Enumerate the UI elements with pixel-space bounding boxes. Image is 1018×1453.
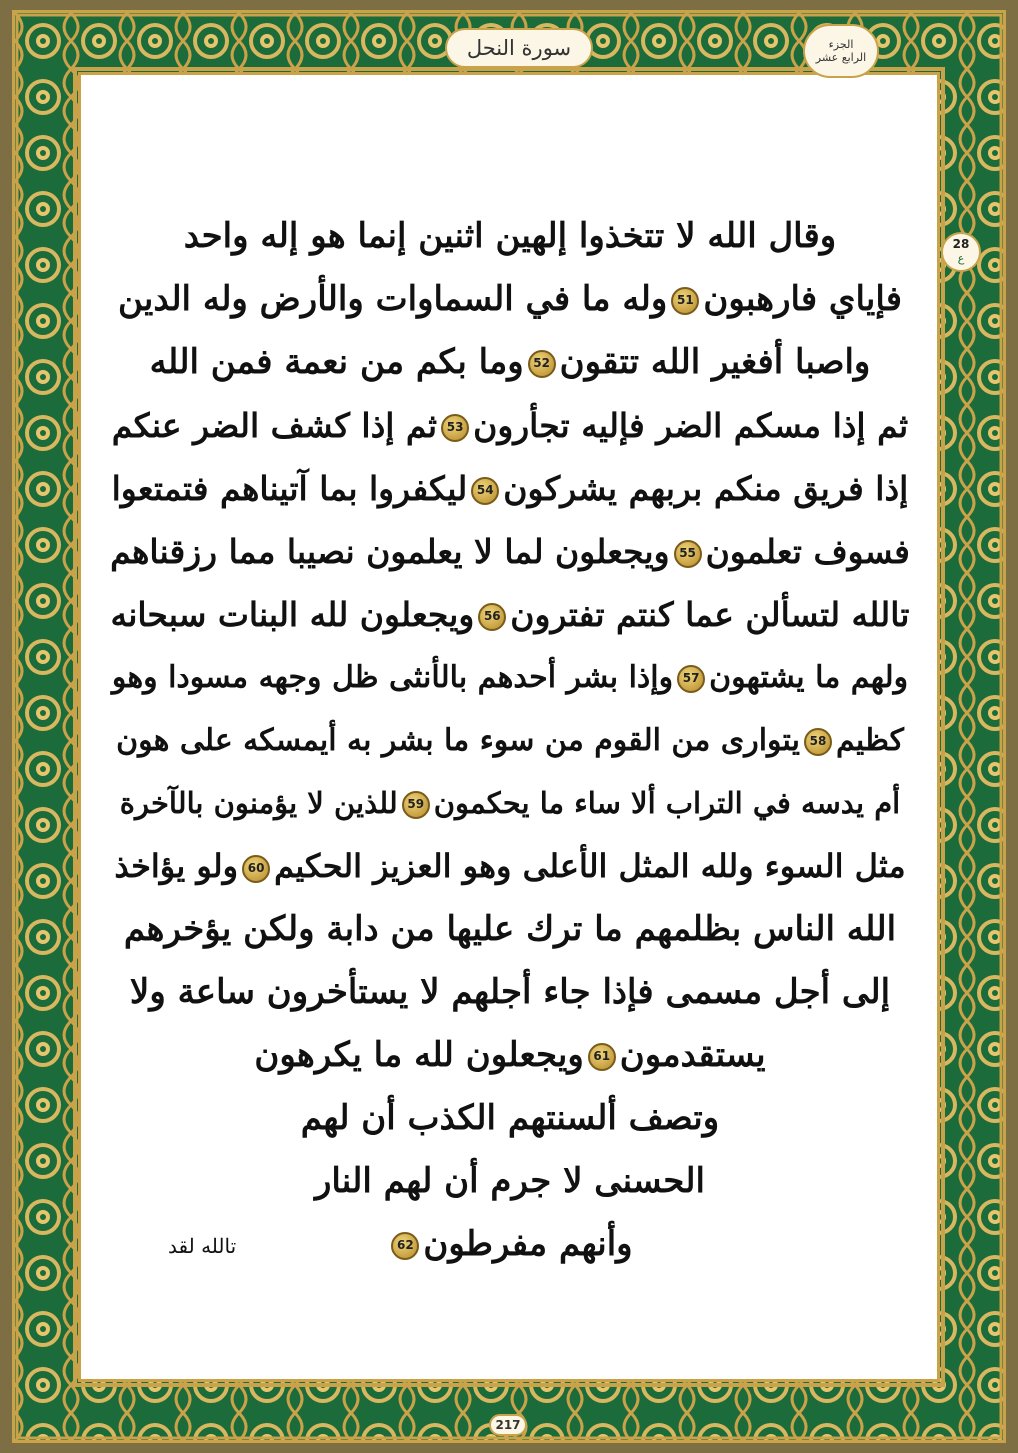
text-line xyxy=(110,457,910,520)
line-text: يستقدمون xyxy=(619,1035,766,1075)
ayah-number-icon: 57 xyxy=(677,665,705,693)
line-text: وقال الله لا تتخذوا إلهين اثنين إنما هو إله واحد xyxy=(183,216,837,256)
catchword: تالله لقد xyxy=(168,1234,237,1258)
ayah-number-icon: 62 xyxy=(391,1232,419,1260)
text-line xyxy=(110,520,910,583)
line-text: الحسنى لا جرم أن لهم النار xyxy=(314,1161,705,1201)
text-line xyxy=(110,331,910,394)
line-text: فإياي فارهبون xyxy=(703,279,902,319)
line-text: الله الناس بظلمهم ما ترك عليها من دابة ولكن يؤخرهم xyxy=(123,909,897,949)
text-line xyxy=(110,646,910,709)
line-text: تالله لتسألن عما كنتم تفترون xyxy=(510,595,910,634)
text-line xyxy=(110,898,910,961)
line-text: وأنهم مفرطون xyxy=(423,1224,633,1264)
ayah-number-icon: 51 xyxy=(671,287,699,315)
text-line xyxy=(110,583,910,646)
ayah-number-icon: 59 xyxy=(402,791,430,819)
text-line xyxy=(110,709,910,772)
text-line xyxy=(110,268,910,331)
ruku-number: 28 xyxy=(952,237,970,251)
page-number: 217 xyxy=(489,1414,527,1436)
line-text: كظيم xyxy=(835,723,904,758)
line-text: ويجعلون لما لا يعلمون نصيبا مما رزقناهم xyxy=(110,532,670,571)
surah-name: سورة النحل xyxy=(466,36,572,60)
line-text: فسوف تعلمون xyxy=(705,532,910,571)
line-text: ثم إذا كشف الضر عنكم xyxy=(111,406,438,445)
line-text: ثم إذا مسكم الضر فإليه تجأرون xyxy=(473,406,909,445)
line-text: يتوارى من القوم من سوء ما بشر به أيمسكه على هون xyxy=(116,723,800,758)
text-line xyxy=(110,1024,910,1087)
line-text: أم يدسه في التراب ألا ساء ما يحكمون xyxy=(433,786,901,820)
line-text: ولو يؤاخذ xyxy=(114,847,239,885)
line-text: إذا فريق منكم بربهم يشركون xyxy=(503,469,909,508)
text-line xyxy=(110,1087,910,1150)
surah-title xyxy=(445,28,593,68)
line-text: إلى أجل مسمى فإذا جاء أجلهم لا يستأخرون ساعة ولا xyxy=(129,972,891,1012)
line-text: وما بكم من نعمة فمن الله xyxy=(149,342,524,382)
line-text: للذين لا يؤمنون بالآخرة xyxy=(119,786,398,820)
text-line xyxy=(110,961,910,1024)
line-text: وإذا بشر أحدهم بالأنثى ظل وجهه مسودا وهو xyxy=(111,660,674,695)
ayah-number-icon: 58 xyxy=(804,728,832,756)
ayah-number-icon: 60 xyxy=(242,855,270,883)
line-text: وله ما في السماوات والأرض وله الدين xyxy=(118,279,668,319)
text-line xyxy=(110,772,910,835)
ruku-symbol-icon: ع xyxy=(957,252,965,265)
quran-text xyxy=(110,205,910,1276)
juz-label-line2: الرابع عشر xyxy=(815,51,867,64)
line-text: ويجعلون لله البنات سبحانه xyxy=(110,595,475,634)
text-line xyxy=(110,205,910,268)
line-text: وتصف ألسنتهم الكذب أن لهم xyxy=(300,1098,720,1138)
line-text: ولهم ما يشتهون xyxy=(709,660,909,695)
line-text: ليكفروا بما آتيناهم فتمتعوا xyxy=(111,469,468,508)
line-text: ويجعلون لله ما يكرهون xyxy=(254,1035,584,1075)
line-text: واصبا أفغير الله تتقون xyxy=(559,342,871,382)
text-line xyxy=(110,835,910,898)
ayah-number-icon: 56 xyxy=(478,603,506,631)
juz-label xyxy=(803,24,879,78)
ayah-number-icon: 55 xyxy=(674,540,702,568)
text-line xyxy=(110,394,910,457)
text-line xyxy=(110,1150,910,1213)
ruku-marker xyxy=(941,232,981,272)
ayah-number-icon: 61 xyxy=(588,1043,616,1071)
line-text: مثل السوء ولله المثل الأعلى وهو العزيز الحكيم xyxy=(274,847,906,885)
juz-label-line1: الجزء xyxy=(828,38,854,51)
ayah-number-icon: 52 xyxy=(528,350,556,378)
ayah-number-icon: 53 xyxy=(441,414,469,442)
ayah-number-icon: 54 xyxy=(471,477,499,505)
